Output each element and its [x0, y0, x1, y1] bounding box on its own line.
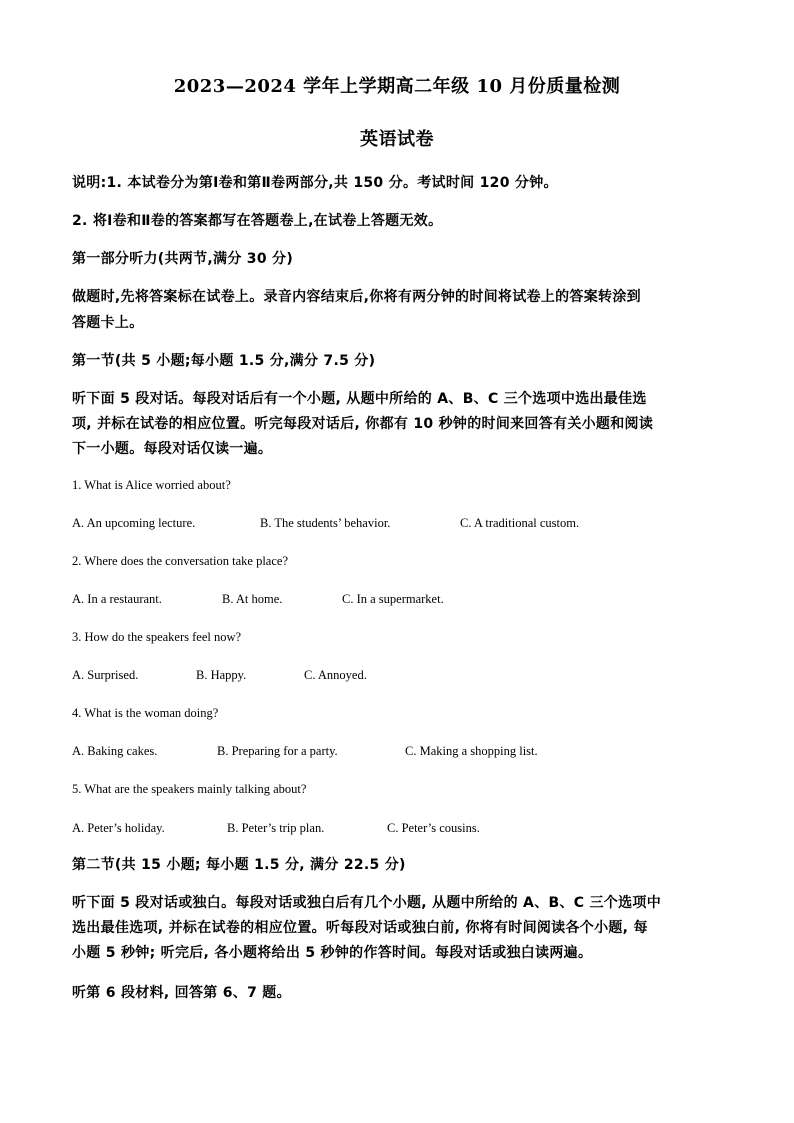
- question-5-option-c: C. Peter’s cousins.: [387, 821, 480, 835]
- section2-directions-line-3: 小题 5 秒钟; 听完后, 各小题将给出 5 秒钟的作答时间。每段对话或独白读两遍。: [72, 945, 593, 961]
- question-3: 3. How do the speakers feel now?: [72, 630, 242, 644]
- part1-heading: 第一部分听力(共两节,满分 30 分): [72, 251, 294, 267]
- section1-directions-line-1: 听下面 5 段对话。每段对话后有一个小题, 从题中所给的 A、B、C 三个选项中选出最佳选: [72, 391, 647, 407]
- question-4-option-c: C. Making a shopping list.: [405, 744, 538, 758]
- section2-directions-line-2: 选出最佳选项, 并标在试卷的相应位置。听每段对话或独白前, 你将有时间阅读各个小题, 每: [72, 920, 648, 936]
- question-1-option-c: C. A traditional custom.: [460, 516, 580, 530]
- part1-intro-line-2: 答题卡上。: [72, 315, 144, 331]
- section2-material-6: 听第 6 段材料, 回答第 6、7 题。: [72, 985, 291, 1001]
- question-3-option-b: B. Happy.: [196, 668, 247, 682]
- section2-directions-line-1: 听下面 5 段对话或独白。每段对话或独白后有几个小题, 从题中所给的 A、B、C 三个选项中: [72, 895, 662, 911]
- part1-intro-line-1: 做题时,先将答案标在试卷上。录音内容结束后,你将有两分钟的时间将试卷上的答案转涂到: [72, 289, 641, 305]
- question-5: 5. What are the speakers mainly talking about?: [72, 782, 307, 796]
- question-5-option-b: B. Peter’s trip plan.: [227, 821, 325, 835]
- section1-directions-line-3: 下一小题。每段对话仅读一遍。: [72, 441, 273, 457]
- question-3-option-c: C. Annoyed.: [304, 668, 367, 682]
- exam-title: 2023—2024 学年上学期高二年级 10 月份质量检测: [173, 76, 621, 97]
- section2-heading: 第二节(共 15 小题; 每小题 1.5 分, 满分 22.5 分): [72, 857, 406, 873]
- question-1-option-a: A. An upcoming lecture.: [72, 516, 196, 530]
- question-5-option-a: A. Peter’s holiday.: [72, 821, 165, 835]
- section1-directions-line-2: 项, 并标在试卷的相应位置。听完每段对话后, 你都有 10 秒钟的时间来回答有关小题和阅读: [72, 416, 654, 432]
- question-2-option-a: A. In a restaurant.: [72, 592, 162, 606]
- question-1: 1. What is Alice worried about?: [72, 478, 231, 492]
- question-2-option-b: B. At home.: [222, 592, 283, 606]
- section1-heading: 第一节(共 5 小题;每小题 1.5 分,满分 7.5 分): [72, 353, 376, 369]
- exam-subtitle: 英语试卷: [360, 129, 434, 150]
- question-4-option-a: A. Baking cakes.: [72, 744, 158, 758]
- instruction-line-1: 说明:1. 本试卷分为第Ⅰ卷和第Ⅱ卷两部分,共 150 分。考试时间 120 分钟。: [72, 175, 558, 191]
- question-4-option-b: B. Preparing for a party.: [217, 744, 338, 758]
- question-4: 4. What is the woman doing?: [72, 706, 219, 720]
- instruction-line-2: 2. 将Ⅰ卷和Ⅱ卷的答案都写在答题卷上,在试卷上答题无效。: [72, 213, 443, 229]
- question-1-option-b: B. The students’ behavior.: [260, 516, 391, 530]
- question-2: 2. Where does the conversation take place?: [72, 554, 288, 568]
- question-3-option-a: A. Surprised.: [72, 668, 139, 682]
- question-2-option-c: C. In a supermarket.: [342, 592, 444, 606]
